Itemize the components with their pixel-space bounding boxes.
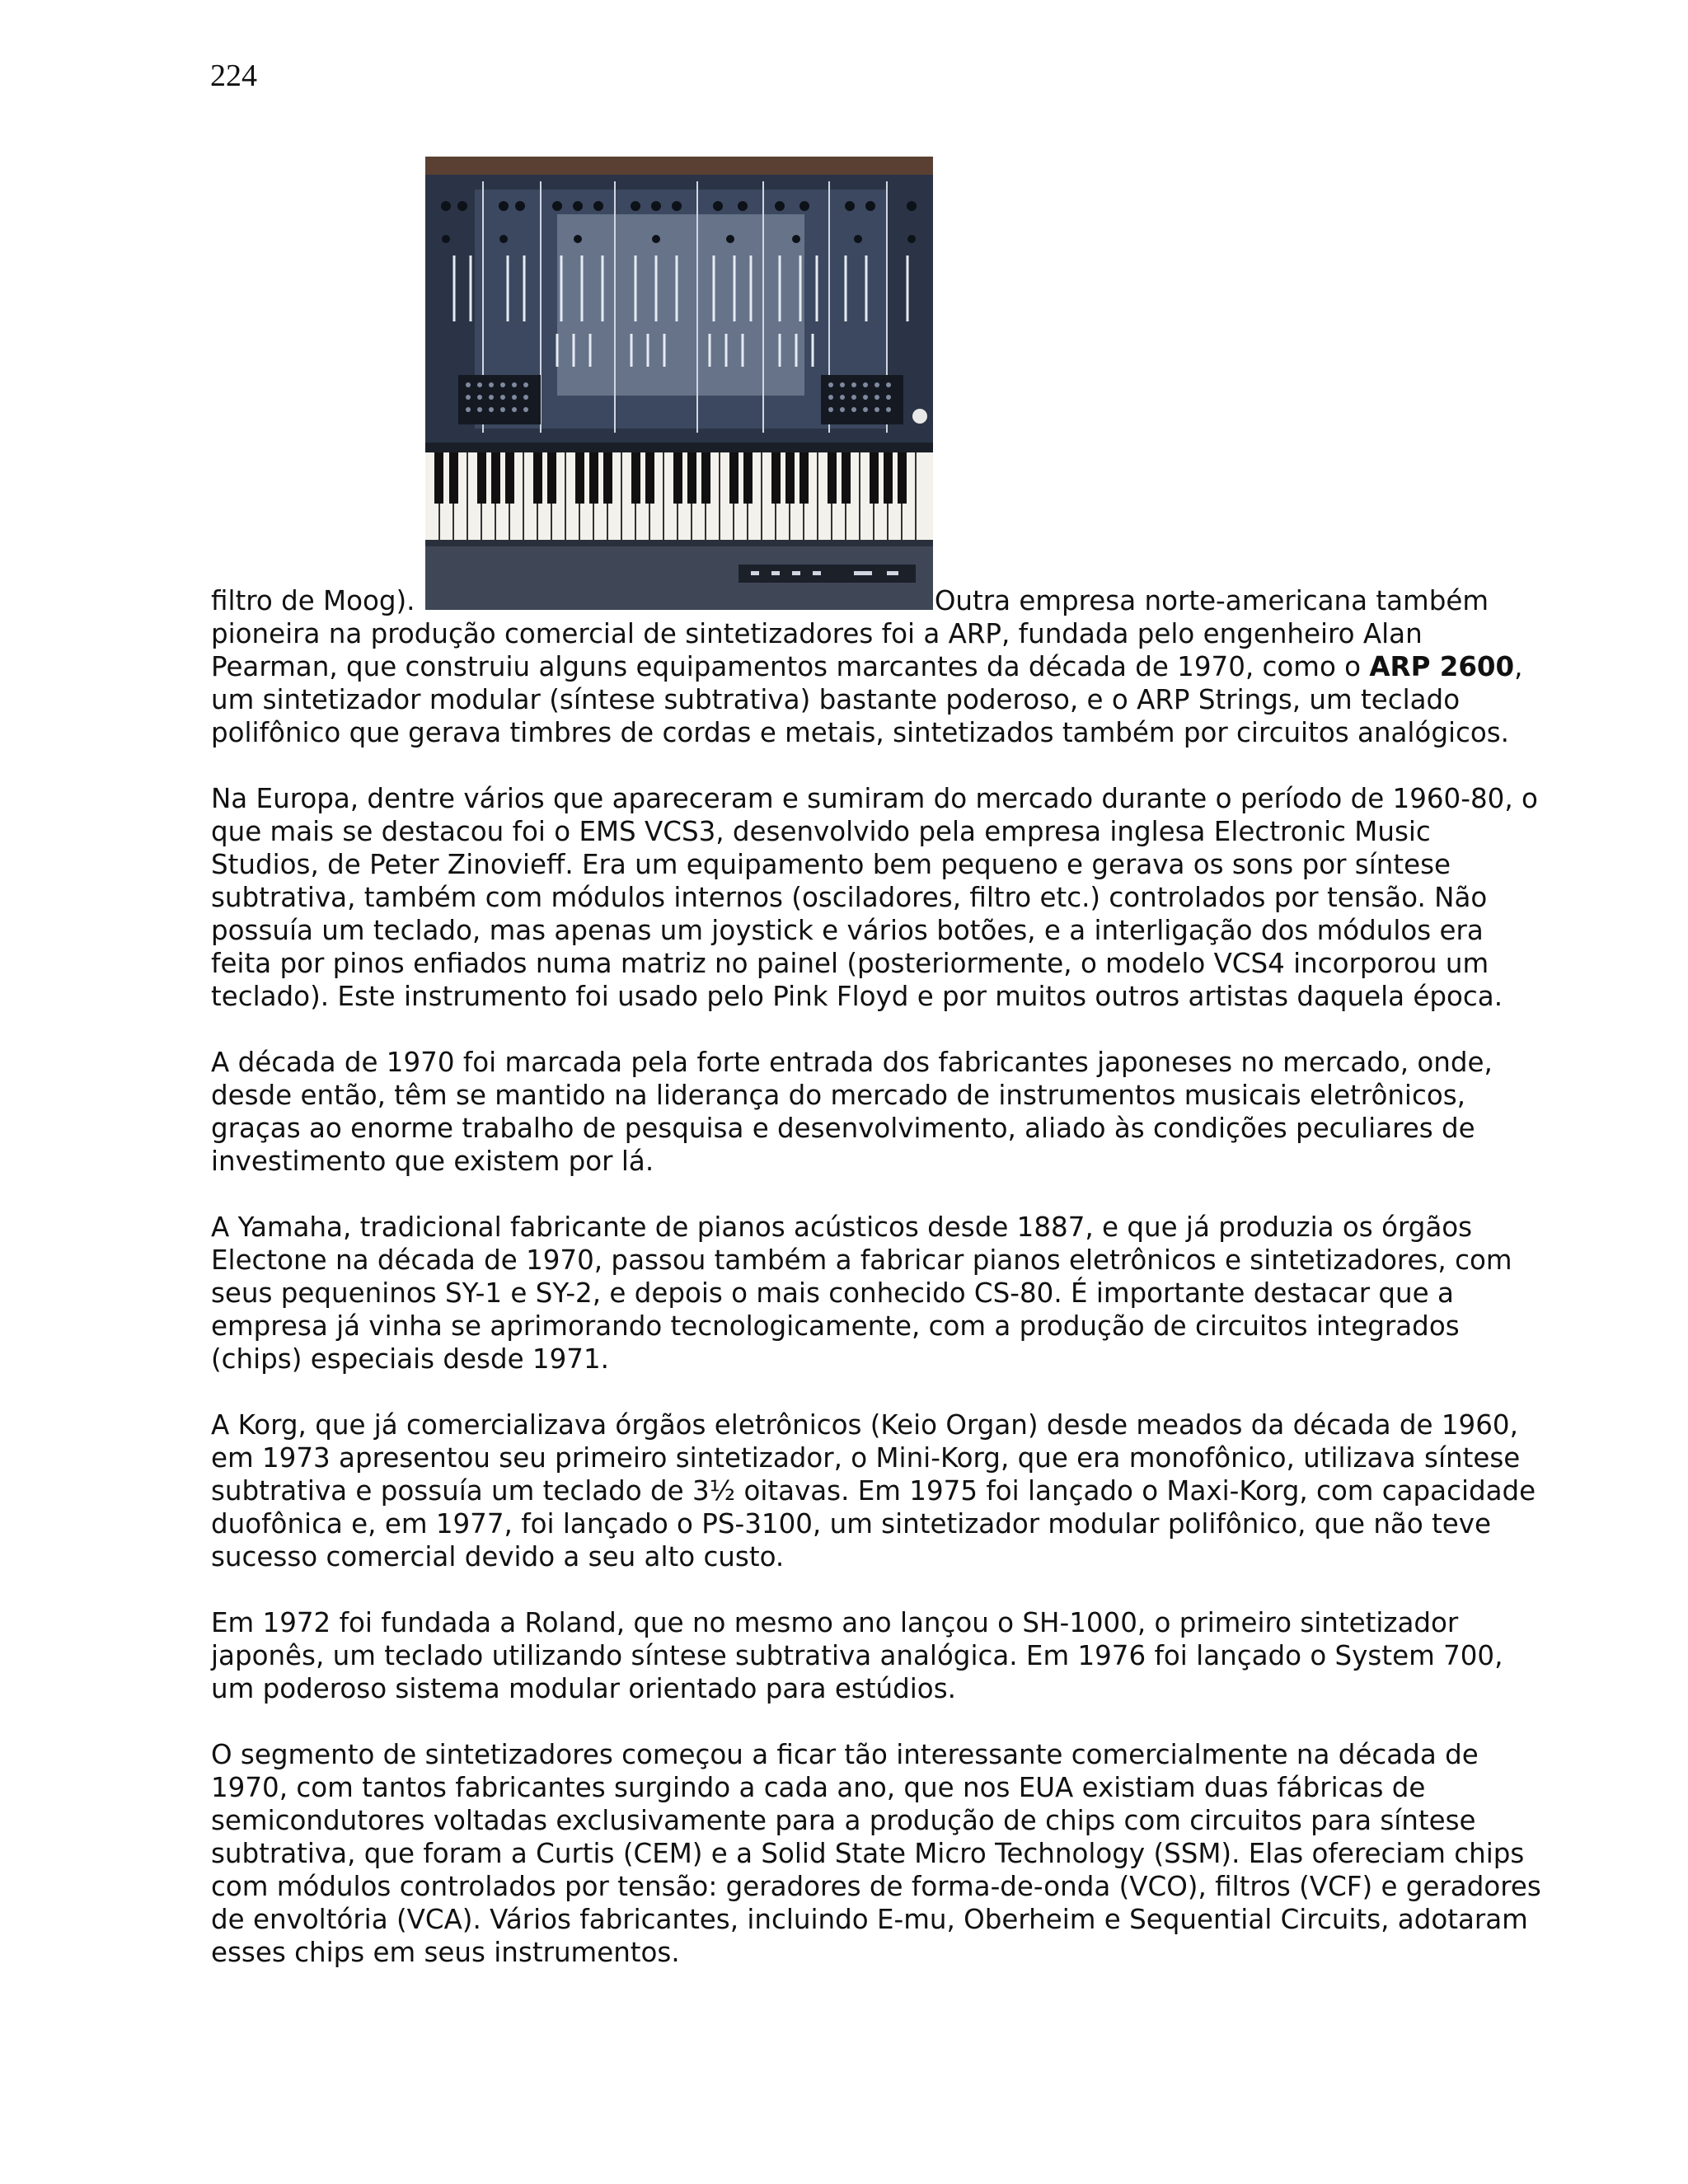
paragraph-japanese-manufacturers: A década de 1970 foi marcada pela forte entrada dos fabricantes japoneses no mercado, onde, desde então, têm se mantido na liderança do mercado de instrumentos musicais eletrônicos, graças ao enorme trabalho de pesquisa e desenvolvimento, aliado às condições peculiares de investimento que existem por lá. bbox=[211, 1047, 1493, 1177]
paragraph-yamaha: A Yamaha, tradicional fabricante de pianos acústicos desde 1887, e que já produzia os órgãos Electone na década de 1970, passou também a fabricar pianos eletrônicos e sintetizadores, com seus pequeninos SY-1 e SY-2, e depois o mais conhecido CS-80. É importante destacar que a empresa já vinha se aprimorando tecnologicamente, com a produção de circuitos integrados (chips) especiais desde 1971. bbox=[211, 1212, 1512, 1375]
paragraph-ems-vcs3: Na Europa, dentre vários que apareceram e sumiram do mercado durante o período de 1960-80, o que mais se destacou foi o EMS VCS3, desenvolvido pela empresa inglesa Electronic Music Studios, de Peter Zinovieff. Era um equipamento bem pequeno e gerava os sons por síntese subtrativa, também com módulos internos (osciladores, filtro etc.) controlados por tensão. Não possuía um teclado, mas apenas um joystick e vários botões, e a interligação dos módulos era feita por pinos enfiados numa matriz no painel (posteriormente, o modelo VCS4 incorporou um teclado). Este instrumento foi usado pelo Pink Floyd e por muitos outros artistas daquela época. bbox=[211, 783, 1538, 1012]
arp-2600-bold: ARP 2600 bbox=[1369, 651, 1515, 682]
text-after-bold: , um sintetizador modular (síntese subtrativa) bastante poderoso, e o ARP Strings, um teclado polifônico que gerava timbres de cordas e metais, sintetizados também por circuitos analógicos. bbox=[211, 651, 1523, 748]
document-body bbox=[211, 157, 1546, 2002]
text-after-image: Outra empresa norte-americana também pioneira na produção comercial de sintetizadores foi a ARP, fundada pelo engenheiro Alan Pearman, que construiu alguns equipamentos marcantes da década de 1970, como o bbox=[211, 585, 1489, 682]
paragraph-chip-makers: O segmento de sintetizadores começou a ficar tão interessante comercialmente na década de 1970, com tantos fabricantes surgindo a cada ano, que nos EUA existiam duas fábricas de semicondutores voltadas exclusivamente para a produção de chips com circuitos para síntese subtrativa, que foram a Curtis (CEM) e a Solid State Micro Technology (SSM). Elas ofereciam chips com módulos controlados por tensão: geradores de forma-de-onda (VCO), filtros (VCF) e geradores de envoltória (VCA). Vários fabricantes, incluindo E-mu, Oberheim e Sequential Circuits, adotaram esses chips em seus instrumentos. bbox=[211, 1739, 1541, 1968]
text-before-image: filtro de Moog). bbox=[211, 585, 424, 616]
paragraph-roland: Em 1972 foi fundada a Roland, que no mesmo ano lançou o SH-1000, o primeiro sintetizador japonês, um teclado utilizando síntese subtrativa analógica. Em 1976 foi lançado o System 700, um poderoso sistema modular orientado para estúdios. bbox=[211, 1607, 1503, 1704]
page-number: 224 bbox=[210, 59, 257, 93]
paragraph-arp bbox=[211, 157, 1546, 749]
arp-2600-photo bbox=[425, 157, 933, 610]
paragraph-korg: A Korg, que já comercializava órgãos eletrônicos (Keio Organ) desde meados da década de 1960, em 1973 apresentou seu primeiro sintetizador, o Mini-Korg, que era monofônico, utilizava síntese subtrativa e possuía um teclado de 3½ oitavas. Em 1975 foi lançado o Maxi-Korg, com capacidade duofônica e, em 1977, foi lançado o PS-3100, um sintetizador modular polifônico, que não teve sucesso comercial devido a seu alto custo. bbox=[211, 1409, 1536, 1572]
